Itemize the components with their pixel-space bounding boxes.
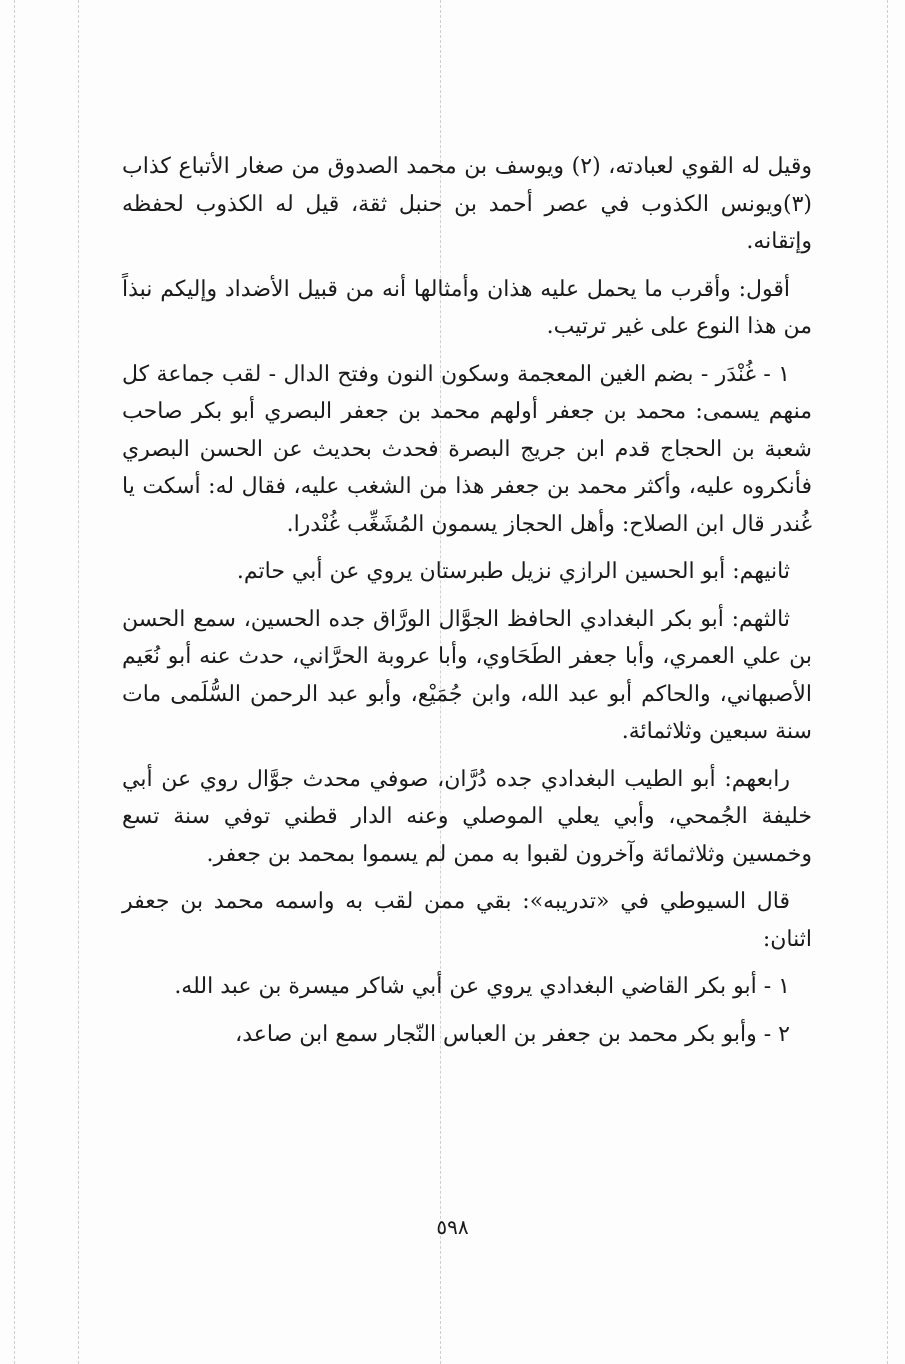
paragraph: ١ - أبو بكر القاضي البغدادي يروي عن أبي شاكر ميسرة بن عبد الله. <box>174 974 790 999</box>
paragraph: قال السيوطي في «تدريبه»: بقي ممن لقب به واسمه محمد بن جعفر اثنان: <box>122 889 812 952</box>
paragraph: ثالثهم: أبو بكر البغدادي الحافظ الجوَّال الورَّاق جده الحسين، سمع الحسن بن علي العمري، وأبا جعفر الطَحَاوي، وأبا عروبة الحرَّاني، حدث عنه أبو نُعَيم الأصبهاني، والحاكم أبو عبد الله، وابن جُمَيْع، وأبو عبد الرحمن السُّلَمى مات سنة سبعين وثلاثمائة. <box>122 606 812 744</box>
paragraph: رابعهم: أبو الطيب البغدادي جده دُرَّان، صوفي محدث جوَّال روي عن أبي خليفة الجُمحي، وأبي يعلي الموصلي وعنه الدار قطني توفي سنة تسع وخمسين وثلاثمائة وآخرون لقبوا به ممن لم يسموا بمحمد بن جعفر. <box>122 766 812 867</box>
margin-guide-line <box>78 0 79 1364</box>
page-number: ٥٩٨ <box>436 1215 469 1239</box>
paragraph: ١ - غُنْدَر - بضم الغين المعجمة وسكون النون وفتح الدال - لقب جماعة كل منهم يسمى: محمد بن جعفر أولهم محمد بن جعفر البصري أبو بكر صاحب شعبة بن الحجاج قدم ابن جريج البصرة فحدث بحديث عن الحسن البصري فأنكروه عليه، وأكثر محمد بن جعفر هذا من الشغب عليه، فقال له: أسكت يا غُندر قال ابن الصلاح: وأهل الحجاز يسمون المُشَغِّب غُنْدرا. <box>122 361 812 537</box>
margin-guide-line <box>887 0 888 1364</box>
paragraph: أقول: وأقرب ما يحمل عليه هذان وأمثالها أنه من قبيل الأضداد وإليكم نبذاً من هذا النوع على غير ترتيب. <box>122 276 812 339</box>
margin-guide-line <box>14 0 15 1364</box>
paragraph: ثانيهم: أبو الحسين الرازي نزيل طبرستان يروي عن أبي حاتم. <box>236 559 790 584</box>
paragraph: وقيل له القوي لعبادته، (٢) ويوسف بن محمد الصدوق من صغار الأتباع كذاب (٣)ويونس الكذوب في عصر أحمد بن حنبل ثقة، قيل له الكذوب لحفظه وإتقانه. <box>122 154 812 254</box>
page-body-text <box>122 148 812 1063</box>
paragraph: ٢ - وأبو بكر محمد بن جعفر بن العباس النّجار سمع ابن صاعد، <box>235 1021 790 1047</box>
